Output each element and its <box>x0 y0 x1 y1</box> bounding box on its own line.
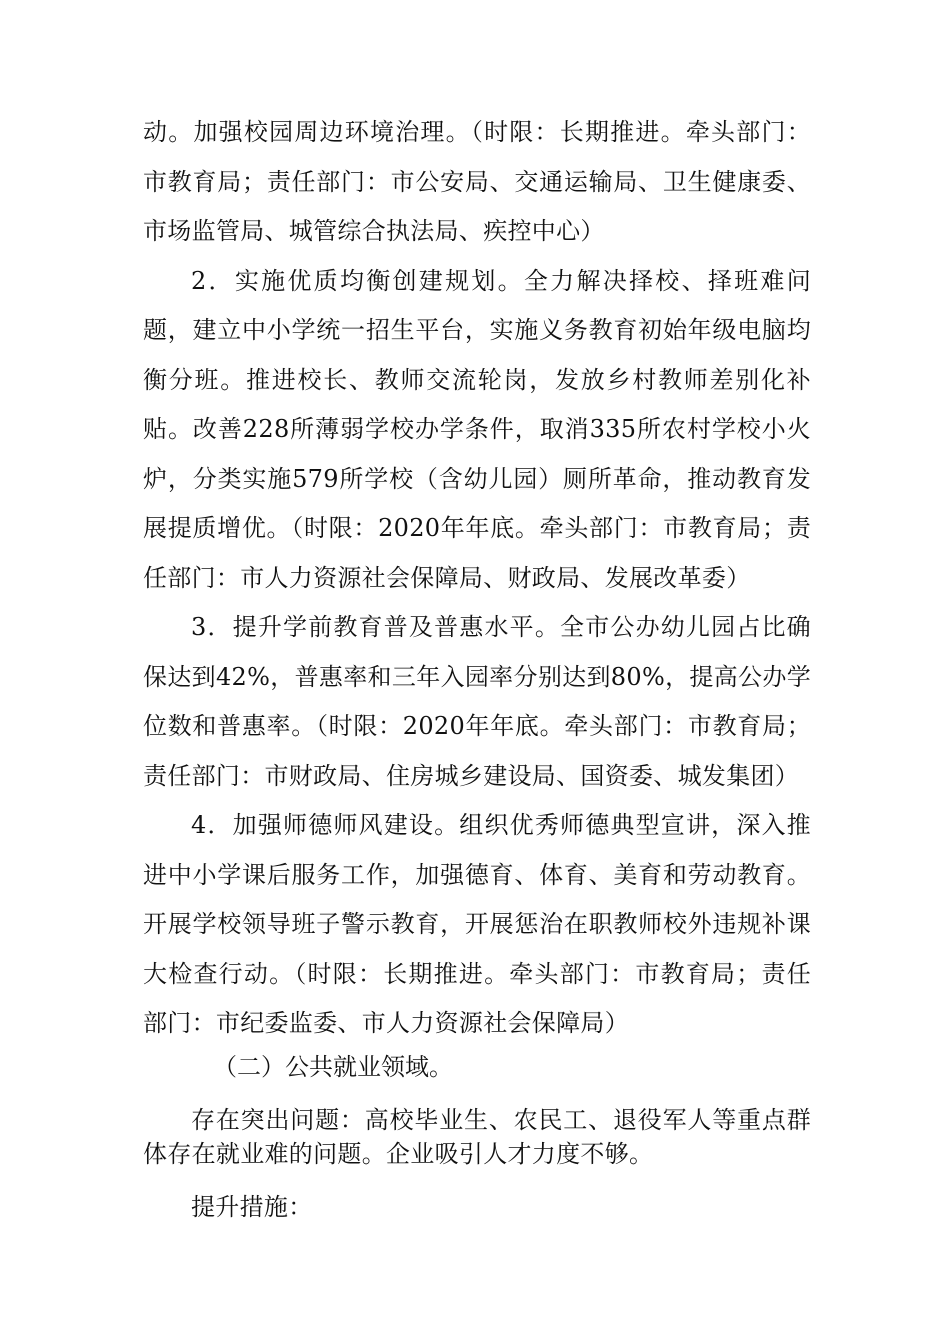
paragraph-item-2: 2．实施优质均衡创建规划。全力解决择校、择班难问题，建立中小学统一招生平台，实施义务教育初始年级电脑均衡分班。推进校长、教师交流轮岗，发放乡村教师差别化补贴。改善228所薄弱学校办学条件，取消335所农村学校小火炉，分类实施579所学校（含幼儿园）厕所革命，推动教育发展提质增优。（时限：2020年年底。牵头部门：市教育局；责任部门：市人力资源社会保障局、财政局、发展改革委） <box>143 266 811 592</box>
document-page <box>143 108 811 1227</box>
section-heading: （二）公共就业领域。 <box>213 1052 453 1081</box>
paragraph-continuation: 动。加强校园周边环境治理。（时限：长期推进。牵头部门：市教育局；责任部门：市公安局、交通运输局、卫生健康委、市场监管局、城管综合执法局、疾控中心） <box>143 118 811 245</box>
paragraph-item-4: 4．加强师德师风建设。组织优秀师德典型宣讲，深入推进中小学课后服务工作，加强德育、体育、美育和劳动教育。开展学校领导班子警示教育，开展惩治在职教师校外违规补课大检查行动。（时限：长期推进。牵头部门：市教育局；责任部门：市纪委监委、市人力资源社会保障局） <box>143 811 811 1037</box>
paragraph-item-3: 3．提升学前教育普及普惠水平。全市公办幼儿园占比确保达到42%，普惠率和三年入园率分别达到80%，提高公办学位数和普惠率。（时限：2020年年底。牵头部门：市教育局；责任部门：市财政局、住房城乡建设局、国资委、城发集团） <box>143 613 811 790</box>
measures-label: 提升措施： <box>191 1192 313 1221</box>
problem-paragraph: 存在突出问题：高校毕业生、农民工、退役军人等重点群体存在就业难的问题。企业吸引人才力度不够。 <box>143 1105 811 1168</box>
